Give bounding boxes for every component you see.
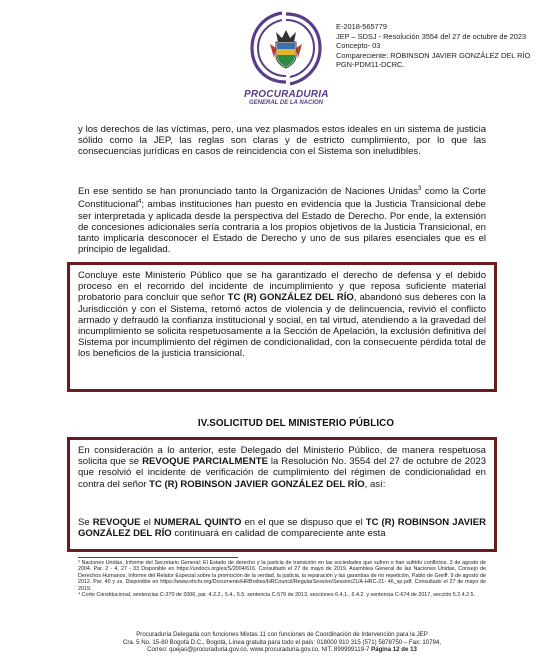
p4-text-c: la Resolución No. 3554 del 27 de octubre de 2023 que resolvió el incidente de verificación de cumplimiento del régimen de condicionalidad en contra del señor [78,456,486,490]
footnote-ref-4: 4 [137,199,142,206]
p3-name-bold: TC (R) GONZÁLEZ DEL RÍO [227,292,354,304]
meta-codigo: PGN-PDM11-DCRC. [336,60,405,70]
p2-text-c: ; ambas instituciones han puesto en evidencia que la Justicia Transicional debe ser interpretada y aplicada desde la perspectiva del Estado de Derecho. Por ende, la extensión de concesiones adicionales sería contraria a los propios objetivos de la Justicia Transicional, en tanto implicaría desconocer el Estado de Derecho y uno de sus pilares esenciales que es el principio de legalidad. [78,199,486,256]
p4-text-a: En consideración a lo anterior, este Delegado del Ministerio Público, de manera respetuosa solicita que se [78,445,486,468]
page-number: Página 12 de 13 [371,646,417,654]
request-paragraph [78,445,486,490]
paragraph-2 [78,184,486,256]
footer-line1: Procuraduría Delegada con funciones Mixtas 11 con funciones de Coordinación de Intervención para la JEP [136,631,428,638]
footnote-3: ³ Naciones Unidas, Informe del Secretario General: El Estado de derecho y la justicia de transición en las sociedades que sufren o han sufrido conflictos. 3 de agosto de 2004. Par. 2 - 4, 27 - 33 Disponible en https://undocs.org/es/S/2004/616. Consultado el 27 de mayo de 2019. Asamblea General de las Naciones Unidas, Consejo de Derechos Humanos, Informe del Relator Especial sobre la promoción de la verdad, la justicia, la reparación y las garantías de no repetición, Pablo de Greiff. 9 de agosto de 2012. Par. 40 y ss. Disponible en https://www.ohchr.org/Documents/HRBodies/HRCouncil/RegularSession/Session21/A-HRC-21- 46_sp.pdf. Consultado el 27 de mayo de 2019. [78,560,486,592]
p2-text-b: como la Corte Constitucional [78,186,486,211]
footer-line2: Cra. 5 No. 15-80 Bogotá D.C., Bogotá, Línea gratuita para todo el país: 018000 910 315 (571) 5878750 – Fax: 10794, [122,638,442,646]
p5-text-c: el [140,517,154,528]
p4-text-e: , así: [364,478,386,490]
p3-text-c: , abandonó sus deberes con la Jurisdicción y con el Sistema, retomó actos de violencia y de delincuencia, revivió el conflicto armado y defraudó la confianza institucional y social, en tal virtud, atendiendo a la gravedad del incumplimiento se solicita respetuosamente a la Sección de Apelación, la exclusión definitiva del Sistema por incumplimiento del régimen de condicionalidad, con la consecuente pérdida total de los beneficios de la justicia transicional. [78,292,486,360]
p5-numeral-bold: NUMERAL QUINTO [153,517,242,528]
p5-name-bold: TC (R) ROBINSON JAVIER GONZÁLEZ DEL RÍO [78,517,486,540]
logo-line1: PROCURADURIA [244,89,329,100]
p5-text-a: Se [78,517,93,528]
section-heading: IV.SOLICITUD DEL MINISTERIO PÚBLICO [197,418,395,429]
p4-revoque-bold: REVOQUE PARCIALMENTE [142,456,268,468]
page-footer [78,631,486,654]
paragraph-1: y los derechos de las víctimas, pero, una vez plasmados estos ideales en un sistema de justicia sólido como la JEP, las reglas son claras y de estricto cumplimiento, por lo que las consecuencias jurídicas en casos de reincidencia con el Sistema son ineludibles. [78,124,486,158]
meta-resolucion: JEP – SDSJ - Resolución 3554 del 27 de octubre de 2023 [336,31,527,41]
p2-text-a: En ese sentido se han pronunciado tanto la Organización de Naciones Unidas [78,186,419,198]
meta-concepto: Concepto- 03 [336,41,381,51]
meta-radicado: E-2018-565779 [336,22,387,31]
header-metadata [336,22,541,70]
p5-text-e: en el que se dispuso que el [241,517,366,528]
footnotes [78,560,486,599]
p4-name-bold: TC (R) ROBINSON JAVIER GONZÁLEZ DEL RÍO [149,478,365,490]
footer-contact: Correo: quejas@procuraduria.gov.co, www.procuraduria.gov.co, NIT. 899999119-7 [147,646,372,654]
p5-text-g: continuará en calidad de compareciente ante esta [171,528,386,540]
footnote-separator [78,557,238,558]
request-numeral-paragraph [78,517,486,539]
footnote-4: ⁴ Corte Constitucional, sentencias C-370 de 2006, par. 4.2.2., 5.4., 5.5. sentencia C-579 de 2013, secciones 6.4.1., 6.4.2. y sentencia C-674 de 2017, sección 5.2.4.2.5. [78,592,476,599]
conclusion-paragraph [78,270,486,360]
logo-line2: GENERAL DE LA NACION [248,100,323,106]
p3-text-a: Concluye este Ministerio Público que se ha garantizado el derecho de defensa y el debido proceso en el recorrido del incidente de incumplimiento y que reposa suficiente material probatorio para concluir que señor [78,270,486,304]
footer-line3 [78,646,486,654]
p5-revoque-bold: REVOQUE [92,517,141,528]
footnote-ref-3: 3 [418,186,422,192]
meta-compareciente: Compareciente: ROBINSON JAVIER GONZÁLEZ DEL RÍO [336,50,531,60]
logo-wordmark [244,90,328,108]
